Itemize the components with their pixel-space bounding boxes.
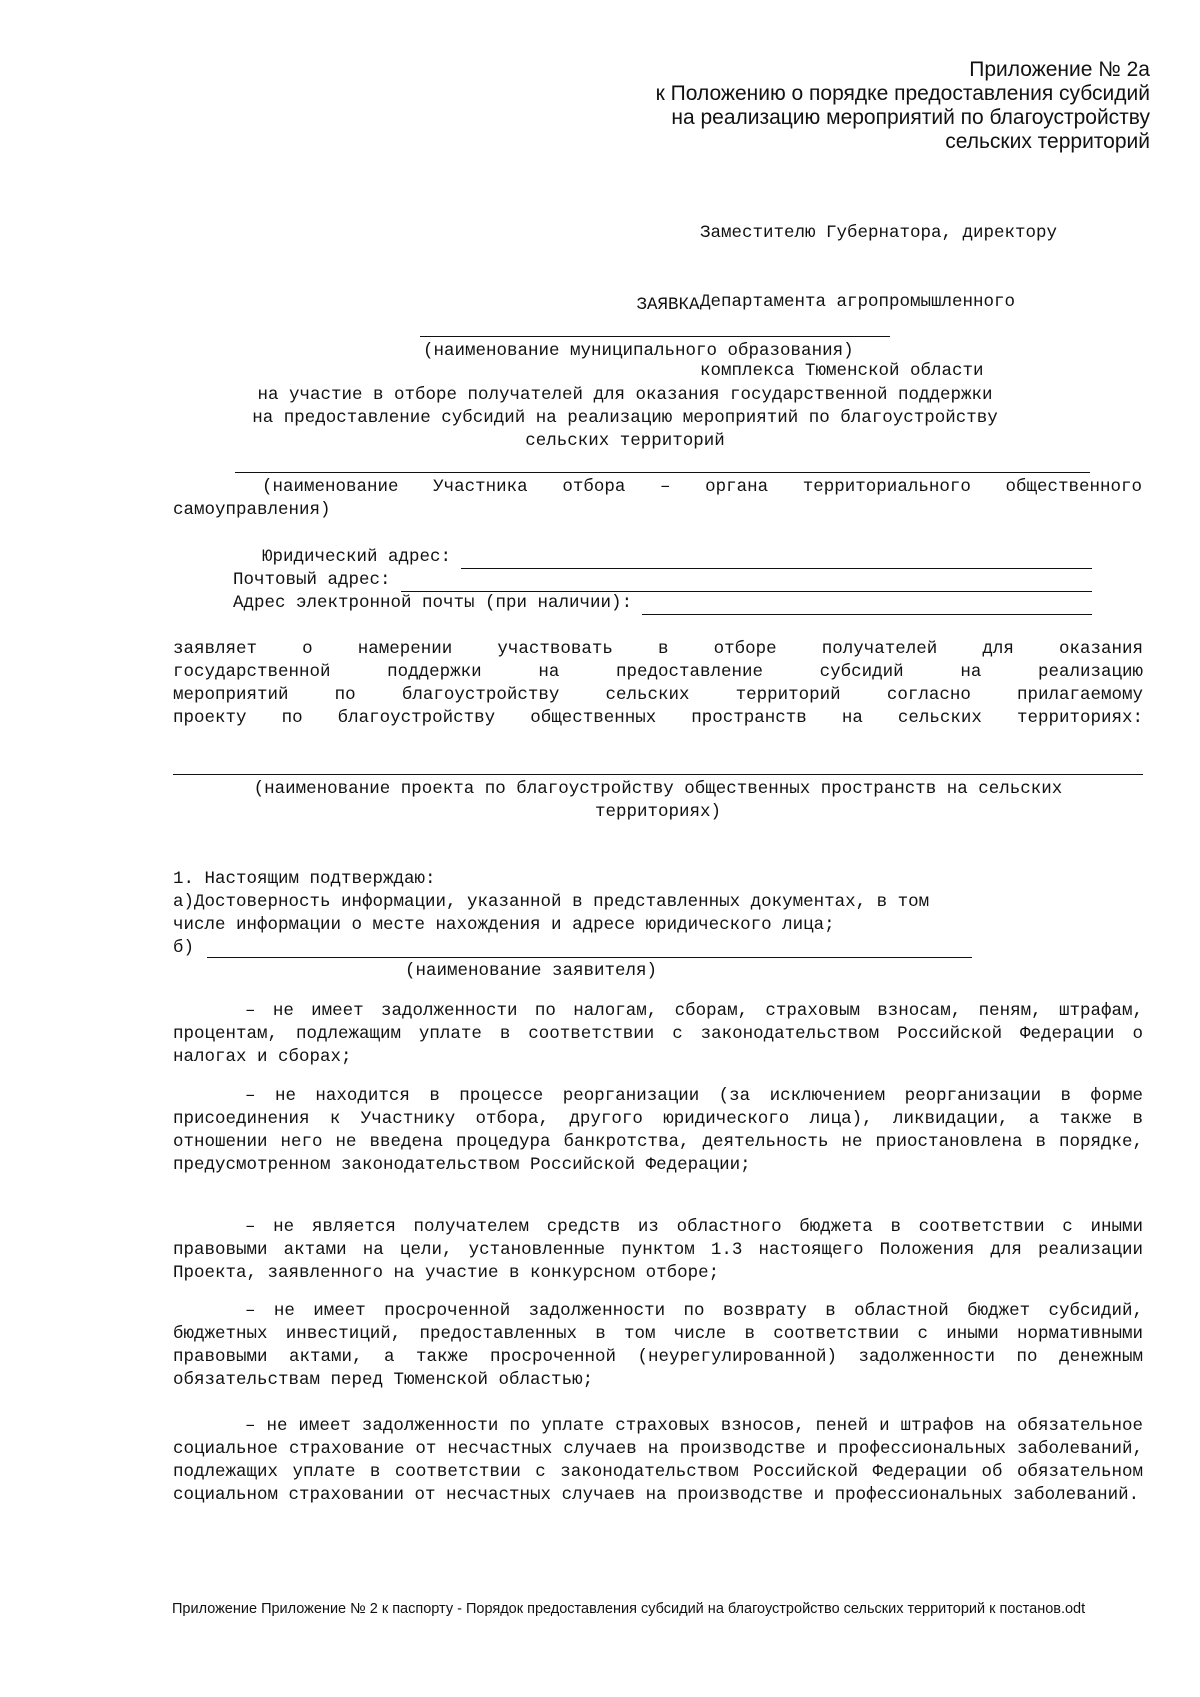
subject-line: на предоставление субсидий на реализацию мероприятий по благоустройству (252, 408, 998, 428)
item-no-insurance-debt: – не имеет задолженности по уплате страховых взносов, пеней и штрафов на обязательное социальное страхование от несчастных случаев на производстве и профессиональных заболеваний, подлежащих уплате в соответствии с законодательством Российской Федерации об обязательном социальном страховании от несчастных случаев на производстве и профессиональных заболеваний. (173, 1416, 1143, 1505)
confirmation-a: а)Достоверность информации, указанной в представленных документах, в том (173, 892, 930, 912)
legal-address-field[interactable] (461, 551, 1092, 569)
applicant-blank-line (207, 957, 972, 958)
declaration-paragraph (173, 638, 1143, 730)
appendix-reference-end: сельских территорий (945, 130, 1150, 153)
subject-line: на участие в отборе получателей для оказания государственной поддержки (257, 385, 993, 405)
participant-caption-cont: самоуправления) (173, 500, 331, 520)
project-blank-line (173, 774, 1143, 775)
appendix-reference: к Положению о порядке предоставления субсидий (655, 82, 1150, 105)
project-caption (173, 778, 1143, 824)
appendix-reference-cont: на реализацию мероприятий по благоустройству (671, 106, 1150, 129)
email-row (233, 592, 1092, 615)
participant-caption: (наименование Участника отбора – органа территориального общественного (262, 477, 1142, 497)
confirmation-a-cont: числе информации о месте нахождения и адресе юридического лица; (173, 915, 835, 935)
document-title: ЗАЯВКА (636, 295, 700, 315)
postal-address-label: Почтовый адрес: (233, 570, 391, 590)
item-no-overdue-debt: – не имеет просроченной задолженности по возврату в областной бюджет субсидий, бюджетных инвестиций, предоставленных в том числе в соответствии с иными нормативными правовыми актами, а также просроченной (неурегулированной) задолженности по денежным обязательствам перед Тюменской областью; (173, 1301, 1143, 1390)
addressee-line: комплекса Тюменской области (700, 361, 984, 381)
project-caption-line: (наименование проекта по благоустройству общественных пространств на сельских (253, 779, 1063, 799)
email-label: Адрес электронной почты (при наличии): (233, 593, 633, 613)
subject-line: сельских территорий (525, 431, 725, 451)
participant-blank-line (235, 472, 1090, 473)
appendix-header (656, 58, 1150, 154)
municipality-blank-line (420, 336, 890, 337)
confirmation-heading: 1. Настоящим подтверждаю: (173, 869, 436, 889)
applicant-caption: (наименование заявителя) (405, 961, 658, 981)
item-no-reorganization: – не находится в процессе реорганизации (за исключением реорганизации в форме присоединения к Участнику отбора, другого юридического лица), ликвидации, а также в отношении него не введена процедура банкротства, деятельность не приостановлена в порядке, предусмотренном законодательством Российской Федерации; (173, 1086, 1143, 1175)
declaration-line: заявляет о намерении участвовать в отборе получателей для оказания (173, 639, 1143, 659)
addressee-line: Департамента агропромышленного (700, 292, 1016, 312)
project-caption-line: территориях) (594, 802, 722, 822)
confirmation-block (173, 868, 1133, 937)
declaration-line: государственной поддержки на предоставление субсидий на реализацию (173, 662, 1143, 682)
legal-address-label: Юридический адрес: (262, 547, 452, 567)
addressee-line: Заместителю Губернатора, директору (700, 223, 1058, 243)
email-field[interactable] (642, 597, 1092, 615)
confirmation-b-label: б) (173, 938, 195, 958)
postal-address-row (233, 569, 1092, 592)
subject-block (160, 384, 1090, 453)
declaration-line: проекту по благоустройству общественных пространств на сельских территориях: (173, 708, 1143, 728)
legal-address-row (262, 546, 1092, 569)
declaration-line: мероприятий по благоустройству сельских территорий согласно прилагаемому (173, 685, 1143, 705)
municipality-caption: (наименование муниципального образования) (423, 341, 854, 361)
item-not-recipient: – не является получателем средств из областного бюджета в соответствии с иными правовыми актами на цели, установленные пунктом 1.3 настоящего Положения для реализации Проекта, заявленного на участие в конкурсном отборе; (173, 1217, 1143, 1283)
file-footer: Приложение Приложение № 2 к паспорту - Порядок предоставления субсидий на благоустройство сельских территорий к постанов.odt (172, 1601, 1086, 1617)
item-no-tax-debt: – не имеет задолженности по налогам, сборам, страховым взносам, пеням, штрафам, процентам, подлежащим уплате в соответствии с законодательством Российской Федерации о налогах и сборах; (173, 1001, 1143, 1067)
postal-address-field[interactable] (401, 574, 1092, 592)
appendix-number: Приложение № 2а (969, 58, 1150, 81)
